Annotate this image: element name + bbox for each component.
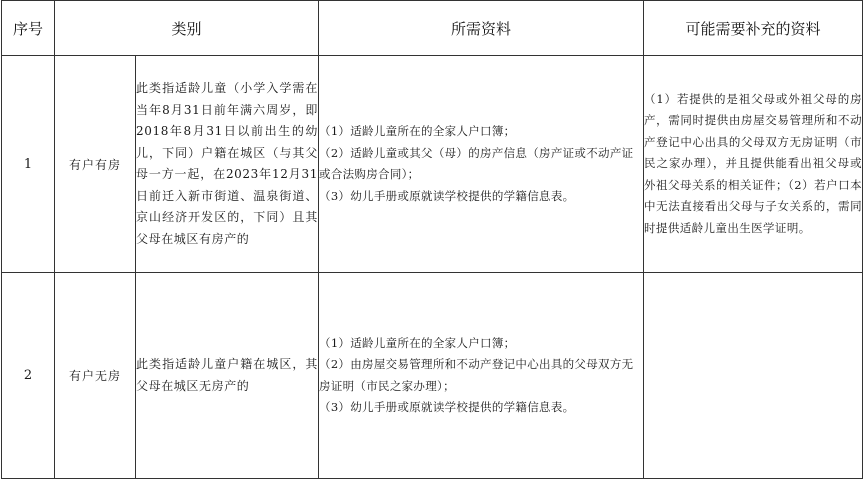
row-required-materials [319, 273, 644, 479]
header-supplementary-materials: 可能需要补充的资料 [644, 1, 863, 56]
row-type: 有户无房 [55, 273, 136, 479]
row-description: 此类指适龄儿童（小学入学需在当年8月31日前年满六周岁，即2018年8月31日以前出生的幼儿，下同）户籍在城区（与其父母一方一起，在2023年12月31日前迁入新市街道、温泉街道、京山经济开发区的，下同）且其父母在城区有房产的 [136, 56, 319, 273]
enrollment-materials-table [1, 0, 863, 479]
header-category: 类别 [55, 1, 319, 56]
header-index: 序号 [2, 1, 55, 56]
required-item: （3）幼儿手册或原就读学校提供的学籍信息表。 [319, 400, 575, 414]
header-required-materials: 所需资料 [319, 1, 644, 56]
row-type: 有户有房 [55, 56, 136, 273]
header-row [2, 1, 863, 56]
required-item: （2）由房屋交易管理所和不动产登记中心出具的父母双方无房证明（市民之家办理）； [319, 357, 634, 393]
required-item: （3）幼儿手册或原就读学校提供的学籍信息表。 [319, 188, 575, 203]
row-supplementary-materials [644, 273, 863, 479]
required-item: （1）适龄儿童所在的全家人户口簿； [319, 124, 516, 138]
row-supplementary-materials: （1）若提供的是祖父母或外祖父母的房产，需同时提供由房屋交易管理所和不动产登记中心出具的父母双方无房证明（市民之家办理），并且提供能看出祖父母或外祖父母关系的相关证件；（2）若户口本中无法直接看出父母与子女关系的，需同时提供适龄儿童出生医学证明。 [644, 56, 863, 273]
row-index: 2 [2, 273, 55, 479]
required-item: （2）适龄儿童或其父（母）的房产信息（房产证或不动产证或合法购房合同）； [319, 145, 634, 181]
table-row [2, 273, 863, 479]
row-required-materials [319, 56, 644, 273]
row-description: 此类指适龄儿童户籍在城区，其父母在城区无房产的 [136, 273, 319, 479]
table-row [2, 56, 863, 273]
required-item: （1）适龄儿童所在的全家人户口簿； [319, 335, 516, 350]
row-index: 1 [2, 56, 55, 273]
